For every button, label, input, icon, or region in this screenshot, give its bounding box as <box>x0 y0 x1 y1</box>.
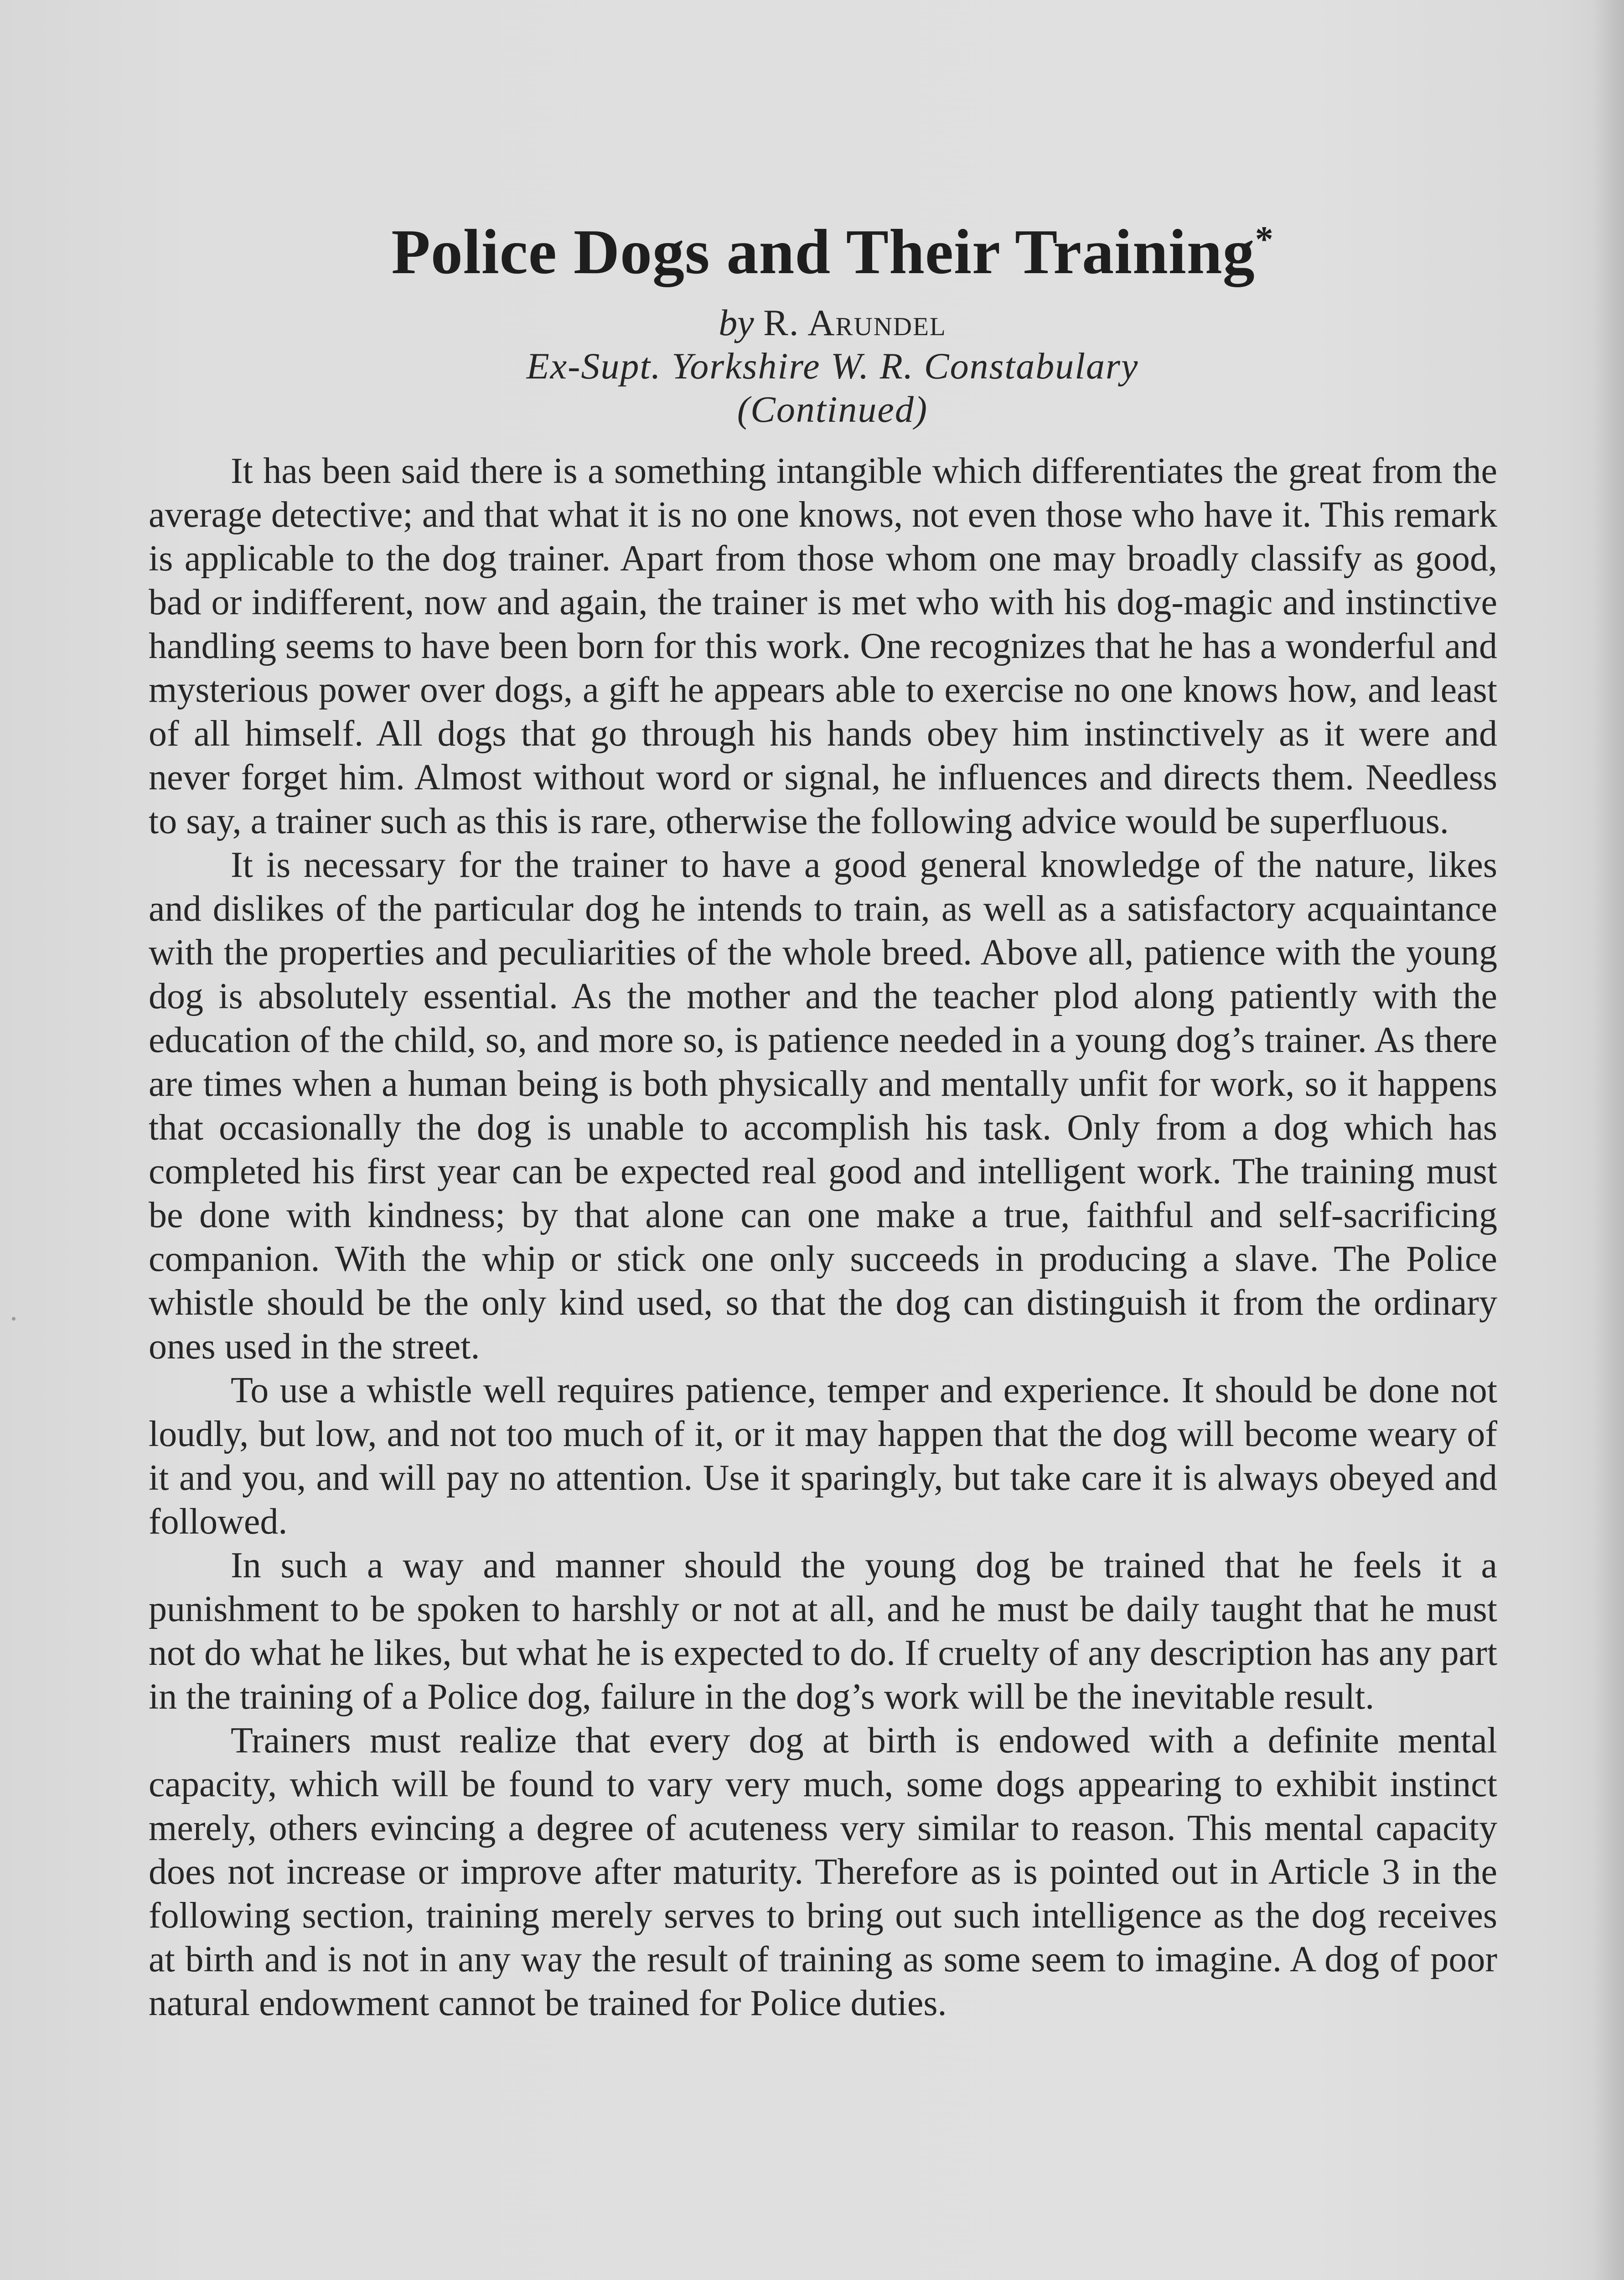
paragraph: It has been said there is a something intangible which differentiates the great from the average detective; and that what it is no one knows, not even those who have it. This remark is applicable to the dog trainer. Apart from those whom one may broadly classify as good, bad or indifferent, now and again, the trainer is met who with his dog-magic and instinctive handling seems to have been born for this work. One recognizes that he has a wonderful and mysterious power over dogs, a gift he appears able to exercise no one knows how, and least of all himself. All dogs that go through his hands obey him instinctively as it were and never forget him. Almost without word or signal, he influences and directs them. Needless to say, a trainer such as this is rare, otherwise the following advice would be superfluous. <box>149 451 1497 841</box>
gutter-shadow <box>1592 0 1624 2280</box>
paragraph: Trainers must realize that every dog at birth is endowed with a definite mental capacity, which will be found to vary very much, some dogs appearing to exhibit instinct merely, others evincing a degree of acuteness very similar to reason. This mental capacity does not increase or improve after maturity. Therefore as is pointed out in Article 3 in the following section, training merely serves to bring out such intelligence as the dog receives at birth and is not in any way the result of training as some seem to imagine. A dog of poor natural endowment cannot be trained for Police duties. <box>149 1720 1497 2023</box>
article-body <box>149 449 1497 2025</box>
title-footnote-mark: * <box>1255 219 1274 260</box>
author-rank: Ex-Supt. Yorkshire W. R. Constabulary <box>526 345 1139 387</box>
continued-note: (Continued) <box>737 389 928 430</box>
article-title <box>149 213 1516 291</box>
paragraph: To use a whistle well requires patience, temper and experience. It should be done not loudly, but low, and not too much of it, or it may happen that the dog will become weary of it and you, and will pay no attention. Use it sparingly, but take care it is always obeyed and followed. <box>149 1370 1497 1542</box>
author-name: R. Arundel <box>763 302 946 343</box>
paragraph: It is necessary for the trainer to have a good general knowledge of the nature, likes and dislikes of the particular dog he intends to train, as well as a satisfactory acquaintance with the properties and peculiarities of the whole breed. Above all, patience with the young dog is absolutely essential. As the mother and the teacher plod along patiently with the education of the child, so, and more so, is patience needed in a young dog’s trainer. As there are times when a human being is both physically and mentally unfit for work, so it happens that occasionally the dog is unable to accomplish his task. Only from a dog which has completed his first year can be expected real good and intelligent work. The training must be done with kindness; by that alone can one make a true, faithful and self-sacrificing companion. With the whip or stick one only succeeds in producing a slave. The Police whistle should be the only kind used, so that the dog can distinguish it from the ordinary ones used in the street. <box>149 845 1497 1367</box>
paper-speck <box>12 1317 16 1321</box>
paragraph: In such a way and manner should the young dog be trained that he feels it a punishment to be spoken to harshly or not at all, and he must be daily taught that he must not do what he likes, but what he is expected to do. If cruelty of any description has any part in the training of a Police dog, failure in the dog’s work will be the inevitable result. <box>149 1545 1497 1717</box>
byline <box>149 301 1516 345</box>
article-title-text: Police Dogs and Their Training <box>391 217 1255 287</box>
byline-by: by <box>719 302 754 343</box>
